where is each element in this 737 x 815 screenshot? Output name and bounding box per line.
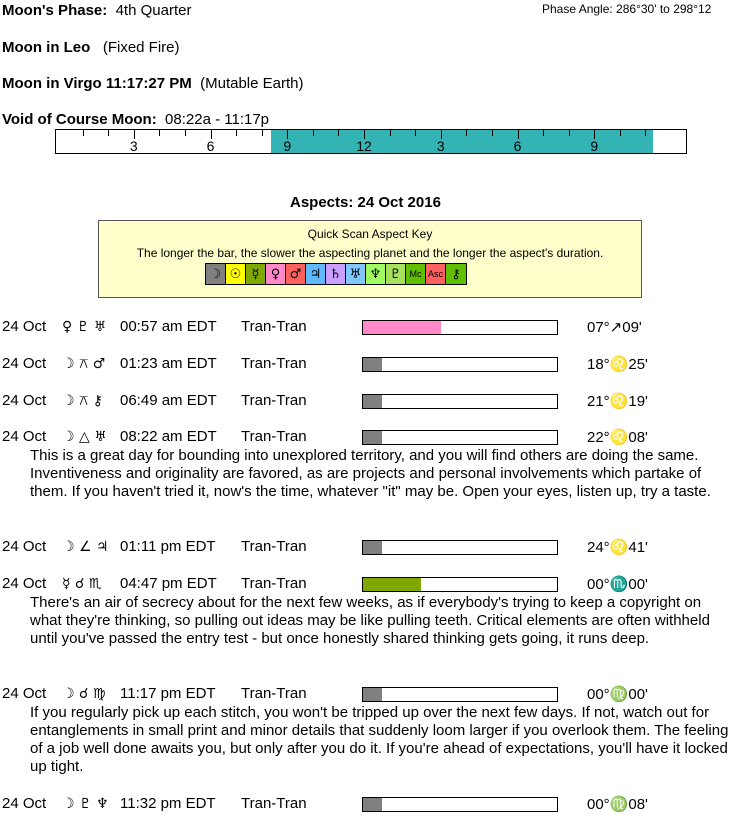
voc-tick	[108, 130, 109, 136]
voc-tick	[338, 130, 339, 136]
aspect-time: 08:22 am EDT	[120, 428, 217, 445]
aspect-time: 01:23 am EDT	[120, 355, 217, 372]
voc-label: Void of Course Moon:	[2, 111, 157, 128]
void-of-course	[2, 111, 269, 128]
moon-sign-label: Moon in Leo	[2, 39, 91, 56]
voc-tick	[466, 130, 467, 136]
key-uranus-icon: ♅	[346, 264, 366, 284]
voc-tick	[185, 130, 186, 136]
voc-tick	[83, 130, 84, 136]
key-mars-icon: ♂	[286, 264, 306, 284]
aspect-date: 24 Oct	[2, 355, 47, 372]
aspect-duration-bar	[362, 394, 558, 409]
aspect-key-cells	[205, 263, 467, 285]
aspect-key-title: Quick Scan Aspect Key	[307, 227, 433, 241]
aspect-symbols: ☽ ☌ ♍	[62, 686, 106, 702]
aspect-type: Tran-Tran	[241, 795, 307, 812]
key-chiron-icon: ⚷	[446, 264, 466, 284]
voc-tick	[645, 130, 646, 136]
aspect-type: Tran-Tran	[241, 575, 307, 592]
aspect-duration-bar	[362, 687, 558, 702]
aspect-duration-fill	[363, 431, 382, 444]
aspect-description: There's an air of secrecy about for the next few weeks, as if everybody's trying to keep a copyright on what they're thinking, so pulling out ideas may be like pulling teeth. Critical elements are often withheld until you've passed the entry test - but once honestly shared thinking gets going, it runs deep.	[30, 594, 710, 647]
aspect-time: 11:17 pm EDT	[120, 685, 216, 702]
aspect-date: 24 Oct	[2, 428, 47, 445]
key-jupiter-icon: ♃	[306, 264, 326, 284]
aspect-date: 24 Oct	[2, 685, 47, 702]
aspect-date: 24 Oct	[2, 575, 47, 592]
aspect-position: 00°♍08'	[587, 796, 648, 813]
key-neptune-icon: ♆	[366, 264, 386, 284]
aspect-duration-bar	[362, 577, 558, 592]
voc-tick	[313, 130, 314, 136]
voc-tick	[620, 130, 621, 136]
aspect-duration-fill	[363, 578, 421, 591]
aspect-time: 00:57 am EDT	[120, 318, 217, 335]
key-midheaven-icon: Mc	[406, 264, 426, 284]
aspect-symbols: ☽ ♇ ♆	[62, 796, 109, 812]
aspect-duration-fill	[363, 688, 382, 701]
aspect-position: 00°♏00'	[587, 576, 648, 593]
key-moon-icon: ☽	[206, 264, 226, 284]
aspect-symbols: ☿ ☌ ♏	[62, 576, 102, 592]
aspect-duration-bar	[362, 430, 558, 445]
aspect-duration-fill	[363, 541, 382, 554]
key-ascendant-icon: Asc	[426, 264, 446, 284]
voc-tick-label: 9	[590, 138, 599, 154]
voc-tick-label: 6	[206, 138, 215, 154]
key-sun-icon: ☉	[226, 264, 246, 284]
aspect-time: 01:11 pm EDT	[120, 538, 216, 555]
aspect-date: 24 Oct	[2, 392, 47, 409]
moon-phase-label: Moon's Phase:	[2, 2, 108, 19]
aspects-title: Aspects: 24 Oct 2016	[290, 194, 441, 211]
aspect-date: 24 Oct	[2, 538, 47, 555]
aspect-description: If you regularly pick up each stitch, you won't be tripped up over the next few days. If not, watch out for entanglements in small print and minor details that suddenly loom larger if you overlook them. The feeling of a job well done awaits you, but only after you do it. If you're ahead of expectations, you'll have it locked up tight.	[30, 704, 729, 775]
aspect-symbols: ☽ ⚻ ♂	[62, 356, 106, 372]
aspect-symbols: ☽ ⚻ ⚷	[62, 393, 104, 409]
aspect-duration-fill	[363, 358, 382, 371]
key-venus-icon: ♀	[266, 264, 286, 284]
voc-tick-label: 12	[356, 138, 372, 154]
aspect-time: 04:47 pm EDT	[120, 575, 217, 592]
aspect-date: 24 Oct	[2, 795, 47, 812]
aspect-key-description: The longer the bar, the slower the aspecting planet and the longer the aspect's duration.	[136, 246, 604, 260]
key-saturn-icon: ♄	[326, 264, 346, 284]
moon-phase-value: 4th Quarter	[115, 2, 192, 19]
aspect-date: 24 Oct	[2, 318, 47, 335]
aspect-duration-fill	[363, 321, 441, 334]
aspect-position: 22°♌08'	[587, 429, 648, 446]
aspect-duration-fill	[363, 798, 382, 811]
aspect-duration-bar	[362, 797, 558, 812]
voc-tick	[390, 130, 391, 136]
moon-sign-mode: (Fixed Fire)	[102, 39, 180, 56]
voc-tick-label: 3	[436, 138, 445, 154]
aspect-description: This is a great day for bounding into unexplored territory, and you will find others are doing the same. Inventiveness and originality are favored, as are projects and personal involvements which partake of them. If you haven't tried it, now's the time, whatever "it" may be. Open your eyes, listen up, try a taste.	[30, 447, 711, 500]
aspect-time: 06:49 am EDT	[120, 392, 217, 409]
aspect-type: Tran-Tran	[241, 685, 307, 702]
voc-tick	[262, 130, 263, 136]
moon-ingress-mode: (Mutable Earth)	[200, 75, 304, 92]
aspect-symbols: ♀ ♇ ♅	[62, 319, 107, 335]
key-pluto-icon: ♇	[386, 264, 406, 284]
aspect-key	[98, 220, 642, 298]
voc-tick-label: 9	[283, 138, 292, 154]
aspect-symbols: ☽ ∠ ♃	[62, 539, 109, 555]
voc-tick	[569, 130, 570, 136]
aspect-position: 24°♌41'	[587, 539, 648, 556]
aspect-duration-bar	[362, 540, 558, 555]
phase-angle: Phase Angle: 286°30' to 298°12	[542, 2, 712, 16]
aspect-type: Tran-Tran	[241, 318, 307, 335]
moon-ingress	[2, 75, 303, 92]
moon-ingress-label: Moon in Virgo 11:17:27 PM	[2, 75, 192, 92]
aspect-type: Tran-Tran	[241, 538, 307, 555]
aspect-type: Tran-Tran	[241, 355, 307, 372]
voc-value: 08:22a - 11:17p	[165, 111, 270, 128]
aspect-time: 11:32 pm EDT	[120, 795, 216, 812]
voc-tick	[236, 130, 237, 136]
aspect-duration-bar	[362, 357, 558, 372]
aspect-type: Tran-Tran	[241, 428, 307, 445]
voc-tick-label: 3	[129, 138, 138, 154]
voc-tick	[415, 130, 416, 136]
aspect-position: 18°♌25'	[587, 356, 648, 373]
moon-sign	[2, 39, 180, 56]
aspect-position: 07°↗09'	[587, 319, 642, 336]
voc-tick	[543, 130, 544, 136]
aspect-position: 21°♌19'	[587, 393, 648, 410]
voc-tick	[492, 130, 493, 136]
aspect-duration-bar	[362, 320, 558, 335]
aspect-symbols: ☽ △ ♅	[62, 429, 107, 445]
moon-phase	[2, 2, 191, 19]
aspect-duration-fill	[363, 395, 382, 408]
key-mercury-icon: ☿	[246, 264, 266, 284]
voc-tick-label: 6	[513, 138, 522, 154]
aspect-position: 00°♍00'	[587, 686, 648, 703]
aspect-type: Tran-Tran	[241, 392, 307, 409]
voc-timeline	[55, 129, 687, 154]
voc-tick	[159, 130, 160, 136]
